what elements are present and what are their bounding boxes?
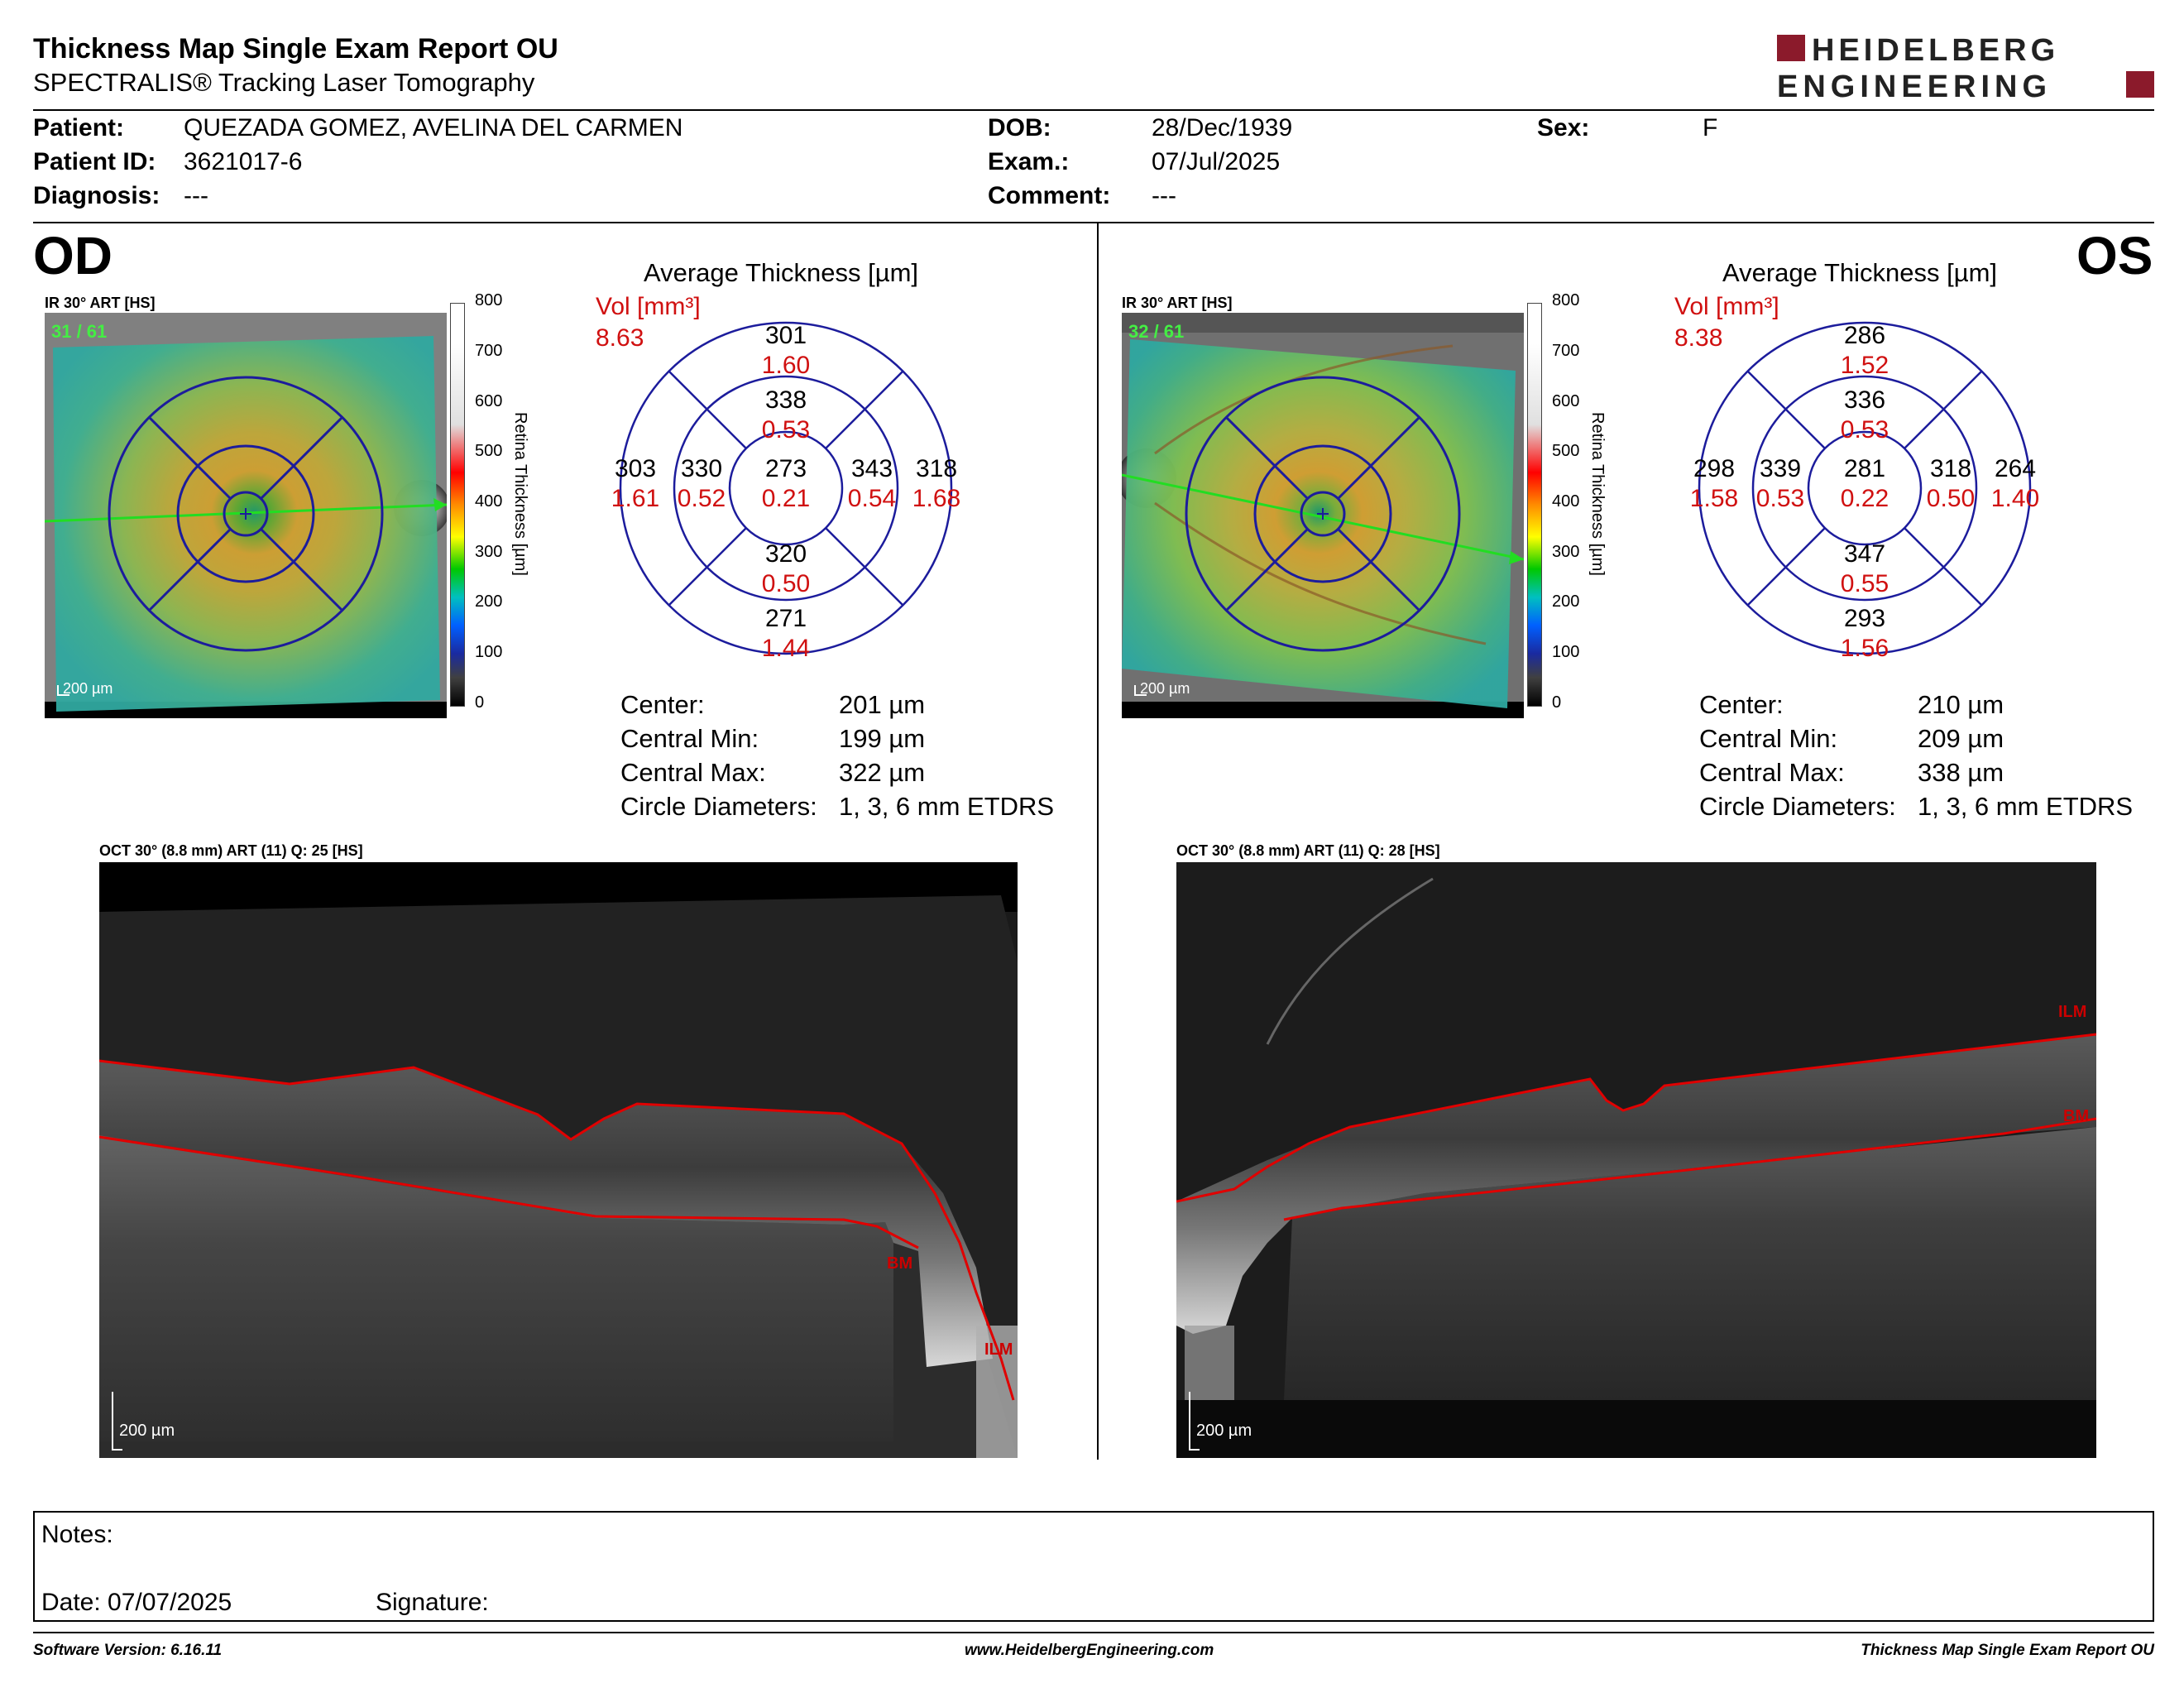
od-average-thickness-title: Average Thickness [µm] — [644, 258, 919, 287]
od-frame-counter: 31 / 61 — [51, 321, 108, 342]
od-center-volume: 0.21 — [761, 485, 811, 512]
od-colorbar-tick: 0 — [475, 693, 485, 712]
os-colorbar-tick: 100 — [1552, 643, 1580, 661]
os-inner-right-volume: 0.50 — [1926, 485, 1976, 512]
os-colorbar-tick: 400 — [1552, 492, 1580, 511]
software-version: Software Version: 6.16.11 — [33, 1642, 223, 1659]
os-inner-left-thickness: 339 — [1759, 455, 1802, 482]
os-colorbar — [1527, 303, 1542, 707]
od-stat-value: 199 µm — [839, 724, 926, 753]
website-link[interactable]: www.HeidelbergEngineering.com — [965, 1642, 1214, 1659]
od-colorbar-tick: 300 — [475, 543, 503, 561]
od-inner-right-thickness: 343 — [850, 455, 893, 482]
comment-value: --- — [1152, 182, 1176, 209]
od-inner-superior-volume: 0.53 — [761, 416, 811, 444]
od-vol-label: Vol [mm³] — [596, 293, 701, 320]
header-divider — [33, 109, 2154, 111]
os-vol-label: Vol [mm³] — [1674, 293, 1779, 320]
od-inner-left-volume: 0.52 — [677, 485, 726, 512]
os-stat-label: Central Max: — [1699, 758, 1845, 787]
od-inner-right-volume: 0.54 — [847, 485, 897, 512]
od-stat-value: 201 µm — [839, 690, 926, 719]
os-stat-label: Central Min: — [1699, 724, 1838, 753]
os-eye-label: OS — [2076, 226, 2153, 285]
report-title: Thickness Map Single Exam Report OU — [33, 33, 558, 65]
od-map-scale: 200 µm — [63, 680, 113, 697]
os-colorbar-title: Retina Thickness [µm] — [1588, 412, 1607, 576]
od-stat-label: Circle Diameters: — [620, 792, 817, 821]
os-frame-counter: 32 / 61 — [1128, 321, 1185, 342]
patient-name: QUEZADA GOMEZ, AVELINA DEL CARMEN — [184, 114, 683, 141]
sex-label: Sex: — [1537, 114, 1590, 141]
os-outer-right-thickness: 264 — [1994, 455, 2037, 482]
od-center-thickness: 273 — [764, 455, 807, 482]
os-oct-scan — [1176, 862, 2096, 1458]
patient-divider — [33, 222, 2154, 223]
od-outer-inferior-thickness: 271 — [764, 605, 807, 632]
od-colorbar-tick: 700 — [475, 342, 503, 360]
od-inner-left-thickness: 330 — [680, 455, 723, 482]
os-outer-superior-thickness: 286 — [1843, 322, 1886, 349]
os-stat-value: 210 µm — [1918, 690, 2004, 719]
os-inner-right-thickness: 318 — [1929, 455, 1972, 482]
os-outer-left-thickness: 298 — [1693, 455, 1736, 482]
od-outer-right-volume: 1.68 — [912, 485, 961, 512]
od-eye-label: OD — [33, 226, 113, 285]
patient-id-label: Patient ID: — [33, 148, 156, 175]
od-colorbar-tick: 600 — [475, 392, 503, 410]
od-oct-scale: 200 µm — [119, 1422, 175, 1440]
od-inner-inferior-thickness: 320 — [764, 540, 807, 568]
os-ilm-label: ILM — [2058, 1003, 2087, 1021]
date-label: Date: 07/07/2025 — [41, 1589, 232, 1616]
os-map-scale: 200 µm — [1140, 680, 1190, 697]
sex-value: F — [1703, 114, 1718, 141]
diagnosis-label: Diagnosis: — [33, 182, 160, 209]
diagnosis-value: --- — [184, 182, 208, 209]
eye-divider — [1097, 222, 1099, 1460]
exam-value: 07/Jul/2025 — [1152, 148, 1281, 175]
od-outer-left-volume: 1.61 — [611, 485, 660, 512]
os-average-thickness-title: Average Thickness [µm] — [1722, 258, 1998, 287]
os-outer-superior-volume: 1.52 — [1840, 352, 1889, 379]
os-colorbar-tick: 800 — [1552, 291, 1580, 309]
od-oct-label: OCT 30° (8.8 mm) ART (11) Q: 25 [HS] — [99, 842, 363, 859]
os-outer-left-volume: 1.58 — [1689, 485, 1739, 512]
footer-divider — [33, 1632, 2154, 1633]
dob-label: DOB: — [988, 114, 1051, 141]
os-stat-value: 209 µm — [1918, 724, 2004, 753]
od-colorbar-tick: 400 — [475, 492, 503, 511]
od-ir-label: IR 30° ART [HS] — [45, 295, 156, 311]
od-inner-inferior-volume: 0.50 — [761, 570, 811, 597]
os-outer-inferior-thickness: 293 — [1843, 605, 1886, 632]
os-colorbar-tick: 200 — [1552, 592, 1580, 611]
os-inner-inferior-volume: 0.55 — [1840, 570, 1889, 597]
od-colorbar — [450, 303, 465, 707]
report-subtitle: SPECTRALIS® Tracking Laser Tomography — [33, 68, 535, 97]
os-bm-label: BM — [2063, 1107, 2090, 1125]
signature-label: Signature: — [376, 1589, 489, 1616]
od-thickness-map — [45, 313, 447, 718]
od-colorbar-tick: 800 — [475, 291, 503, 309]
od-outer-superior-volume: 1.60 — [761, 352, 811, 379]
od-bm-label: BM — [887, 1254, 913, 1273]
os-stat-value: 338 µm — [1918, 758, 2004, 787]
svg-text:ENGINEERING: ENGINEERING — [1777, 70, 2052, 101]
od-inner-superior-thickness: 338 — [764, 386, 807, 414]
od-etdrs-grid — [596, 306, 976, 670]
os-outer-inferior-volume: 1.56 — [1840, 635, 1889, 662]
od-oct-scan — [99, 862, 1018, 1458]
os-vol-value: 8.38 — [1674, 324, 1723, 352]
os-colorbar-tick: 600 — [1552, 392, 1580, 410]
od-outer-left-thickness: 303 — [614, 455, 657, 482]
patient-label: Patient: — [33, 114, 125, 141]
os-inner-inferior-thickness: 347 — [1843, 540, 1886, 568]
os-center-thickness: 281 — [1843, 455, 1886, 482]
od-colorbar-tick: 100 — [475, 643, 503, 661]
os-thickness-map — [1122, 313, 1524, 718]
comment-label: Comment: — [988, 182, 1111, 209]
os-stat-label: Center: — [1699, 690, 1784, 719]
os-colorbar-tick: 300 — [1552, 543, 1580, 561]
footer-report-title: Thickness Map Single Exam Report OU — [1861, 1642, 2154, 1659]
od-ilm-label: ILM — [984, 1340, 1013, 1359]
os-etdrs-grid — [1674, 306, 2055, 670]
patient-id-value: 3621017-6 — [184, 148, 303, 175]
od-colorbar-tick: 500 — [475, 442, 503, 460]
od-stat-value: 1, 3, 6 mm ETDRS — [839, 792, 1055, 821]
od-outer-superior-thickness: 301 — [764, 322, 807, 349]
os-inner-superior-volume: 0.53 — [1840, 416, 1889, 444]
od-vol-value: 8.63 — [596, 324, 644, 352]
os-inner-superior-thickness: 336 — [1843, 386, 1886, 414]
od-outer-inferior-volume: 1.44 — [761, 635, 811, 662]
os-oct-scale: 200 µm — [1196, 1422, 1252, 1440]
svg-text:HEIDELBERG: HEIDELBERG — [1812, 33, 2060, 68]
os-colorbar-tick: 500 — [1552, 442, 1580, 460]
od-colorbar-tick: 200 — [475, 592, 503, 611]
notes-label: Notes: — [41, 1521, 113, 1548]
os-oct-label: OCT 30° (8.8 mm) ART (11) Q: 28 [HS] — [1176, 842, 1440, 859]
dob-value: 28/Dec/1939 — [1152, 114, 1293, 141]
od-outer-right-thickness: 318 — [915, 455, 958, 482]
heidelberg-logo — [1777, 33, 2154, 101]
os-colorbar-tick: 700 — [1552, 342, 1580, 360]
od-stat-value: 322 µm — [839, 758, 926, 787]
os-center-volume: 0.22 — [1840, 485, 1889, 512]
os-inner-left-volume: 0.53 — [1755, 485, 1805, 512]
os-stat-label: Circle Diameters: — [1699, 792, 1896, 821]
od-stat-label: Central Min: — [620, 724, 759, 753]
os-ir-label: IR 30° ART [HS] — [1122, 295, 1233, 311]
exam-label: Exam.: — [988, 148, 1070, 175]
os-stat-value: 1, 3, 6 mm ETDRS — [1918, 792, 2134, 821]
os-outer-right-volume: 1.40 — [1990, 485, 2040, 512]
os-colorbar-tick: 0 — [1552, 693, 1562, 712]
notes-box — [33, 1511, 2154, 1622]
od-colorbar-title: Retina Thickness [µm] — [511, 412, 529, 576]
od-stat-label: Central Max: — [620, 758, 766, 787]
od-stat-label: Center: — [620, 690, 705, 719]
